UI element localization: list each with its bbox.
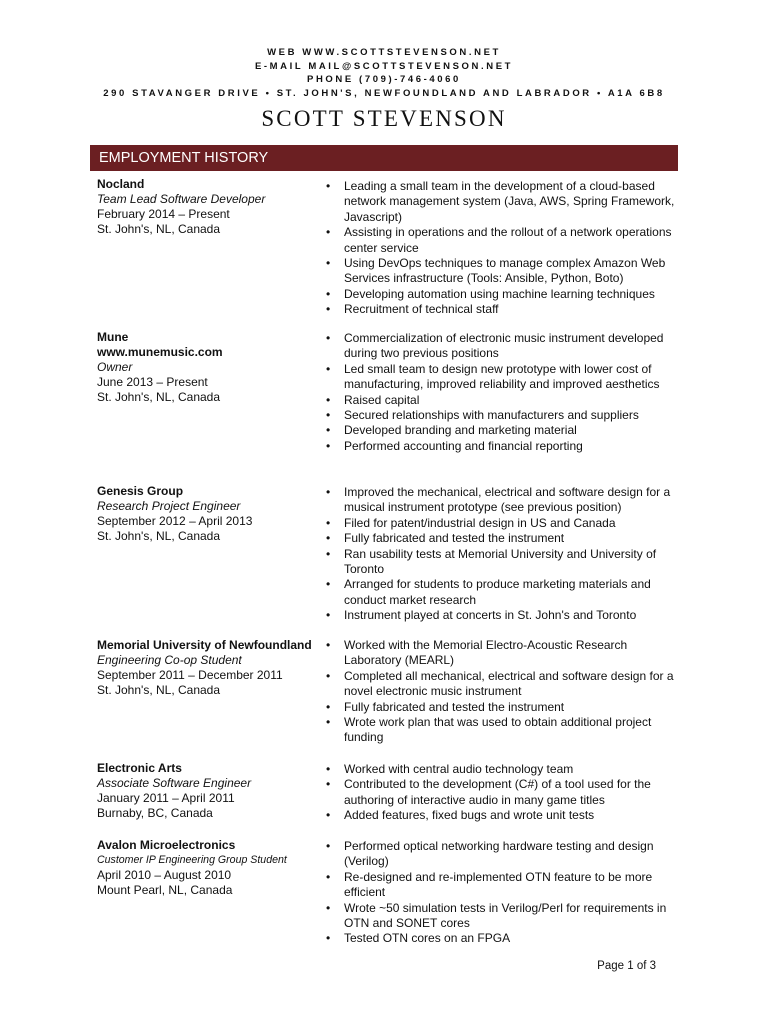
- list-item: • Tested OTN cores on an FPGA: [323, 931, 683, 946]
- job-dates: February 2014 – Present: [97, 207, 230, 221]
- list-item: • Fully fabricated and tested the instrument: [323, 700, 683, 715]
- list-item: • Wrote ~50 simulation tests in Verilog/Perl for requirements in OTN and SONET cores: [323, 901, 683, 932]
- list-item: • Worked with central audio technology team: [323, 762, 683, 777]
- person-name: SCOTT STEVENSON: [261, 106, 507, 131]
- list-item: • Using DevOps techniques to manage complex Amazon Web Services infrastructure (Tools: Ansible, Python, Boto): [323, 256, 683, 287]
- contact-email: E-MAIL MAIL@SCOTTSTEVENSON.NET: [254, 60, 514, 72]
- job-title: Team Lead Software Developer: [97, 192, 266, 206]
- section-heading: EMPLOYMENT HISTORY: [90, 145, 678, 171]
- company-name: Nocland: [97, 177, 145, 191]
- job-location: Burnaby, BC, Canada: [97, 806, 213, 820]
- job-details: [97, 484, 322, 544]
- job-details: [97, 330, 322, 405]
- list-item: • Filed for patent/industrial design in US and Canada: [323, 516, 683, 531]
- job-title: Engineering Co-op Student: [97, 653, 242, 667]
- company-name: Avalon Microelectronics: [97, 838, 236, 852]
- list-item: • Fully fabricated and tested the instrument: [323, 531, 683, 546]
- job-dates: April 2010 – August 2010: [97, 868, 232, 882]
- contact-phone: PHONE (709)-746-4060: [307, 74, 461, 85]
- job-dates: September 2011 – December 2011: [97, 668, 283, 682]
- company-name: Electronic Arts: [97, 761, 182, 775]
- list-item: • Performed accounting and financial reporting: [323, 439, 683, 454]
- job-bullets: [323, 179, 683, 318]
- list-item: • Improved the mechanical, electrical and software design for a musical instrument prototype (see previous position): [323, 485, 683, 516]
- job-dates: June 2013 – Present: [97, 375, 208, 389]
- job-bullets: [323, 762, 683, 824]
- list-item: • Wrote work plan that was used to obtain additional project funding: [323, 715, 683, 746]
- list-item: • Assisting in operations and the rollout of a network operations center service: [323, 225, 683, 256]
- job-dates: January 2011 – April 2011: [97, 791, 235, 805]
- company-name: Memorial University of Newfoundland: [97, 638, 312, 652]
- list-item: • Instrument played at concerts in St. John's and Toronto: [323, 608, 683, 623]
- job-details: [97, 761, 322, 821]
- job-bullets: [323, 485, 683, 624]
- job-details: [97, 838, 322, 898]
- contact-address: 290 STAVANGER DRIVE • ST. JOHN'S, NEWFOUNDLAND AND LABRADOR • A1A 6B8: [103, 87, 665, 99]
- list-item: • Arranged for students to produce marketing materials and conduct market research: [323, 577, 683, 608]
- job-details: [97, 177, 322, 237]
- job-location: St. John's, NL, Canada: [97, 529, 221, 543]
- company-name: Genesis Group: [97, 484, 184, 498]
- job-bullets: [323, 638, 683, 746]
- list-item: • Secured relationships with manufacturers and suppliers: [323, 408, 683, 423]
- company-name: Mune: [97, 330, 129, 344]
- job-details: [97, 638, 322, 698]
- list-item: • Raised capital: [323, 393, 683, 408]
- page-number: Page 1 of 3: [597, 960, 656, 972]
- job-title: Associate Software Engineer: [97, 776, 252, 790]
- contact-web: WEB WWW.SCOTTSTEVENSON.NET: [267, 47, 501, 58]
- job-location: St. John's, NL, Canada: [97, 390, 221, 404]
- job-location: Mount Pearl, NL, Canada: [97, 883, 233, 897]
- list-item: • Re-designed and re-implemented OTN feature to be more efficient: [323, 870, 683, 901]
- list-item: • Developing automation using machine learning techniques: [323, 287, 683, 302]
- job-bullets: [323, 839, 683, 947]
- job-location: St. John's, NL, Canada: [97, 222, 221, 236]
- list-item: • Commercialization of electronic music instrument developed during two previous positions: [323, 331, 683, 362]
- list-item: • Performed optical networking hardware testing and design (Verilog): [323, 839, 683, 870]
- list-item: • Led small team to design new prototype with lower cost of manufacturing, improved reliability and improved aesthetics: [323, 362, 683, 393]
- list-item: • Leading a small team in the development of a cloud-based network management system (Java, AWS, Spring Framework, Javascript): [323, 179, 683, 225]
- list-item: • Worked with the Memorial Electro-Acoustic Research Laboratory (MEARL): [323, 638, 683, 669]
- job-title: Research Project Engineer: [97, 499, 241, 513]
- job-bullets: [323, 331, 683, 454]
- job-title: Owner: [97, 360, 133, 374]
- list-item: • Completed all mechanical, electrical and software design for a novel electronic music instrument: [323, 669, 683, 700]
- list-item: • Recruitment of technical staff: [323, 302, 683, 317]
- list-item: • Ran usability tests at Memorial University and University of Toronto: [323, 547, 683, 578]
- list-item: • Contributed to the development (C#) of a tool used for the authoring of interactive audio in many game titles: [323, 777, 683, 808]
- list-item: • Developed branding and marketing material: [323, 423, 683, 438]
- list-item: • Added features, fixed bugs and wrote unit tests: [323, 808, 683, 823]
- job-title: Customer IP Engineering Group Student: [97, 854, 287, 866]
- contact-block: [0, 46, 768, 100]
- job-dates: September 2012 – April 2013: [97, 514, 253, 528]
- job-location: St. John's, NL, Canada: [97, 683, 221, 697]
- company-website: www.munemusic.com: [97, 345, 223, 359]
